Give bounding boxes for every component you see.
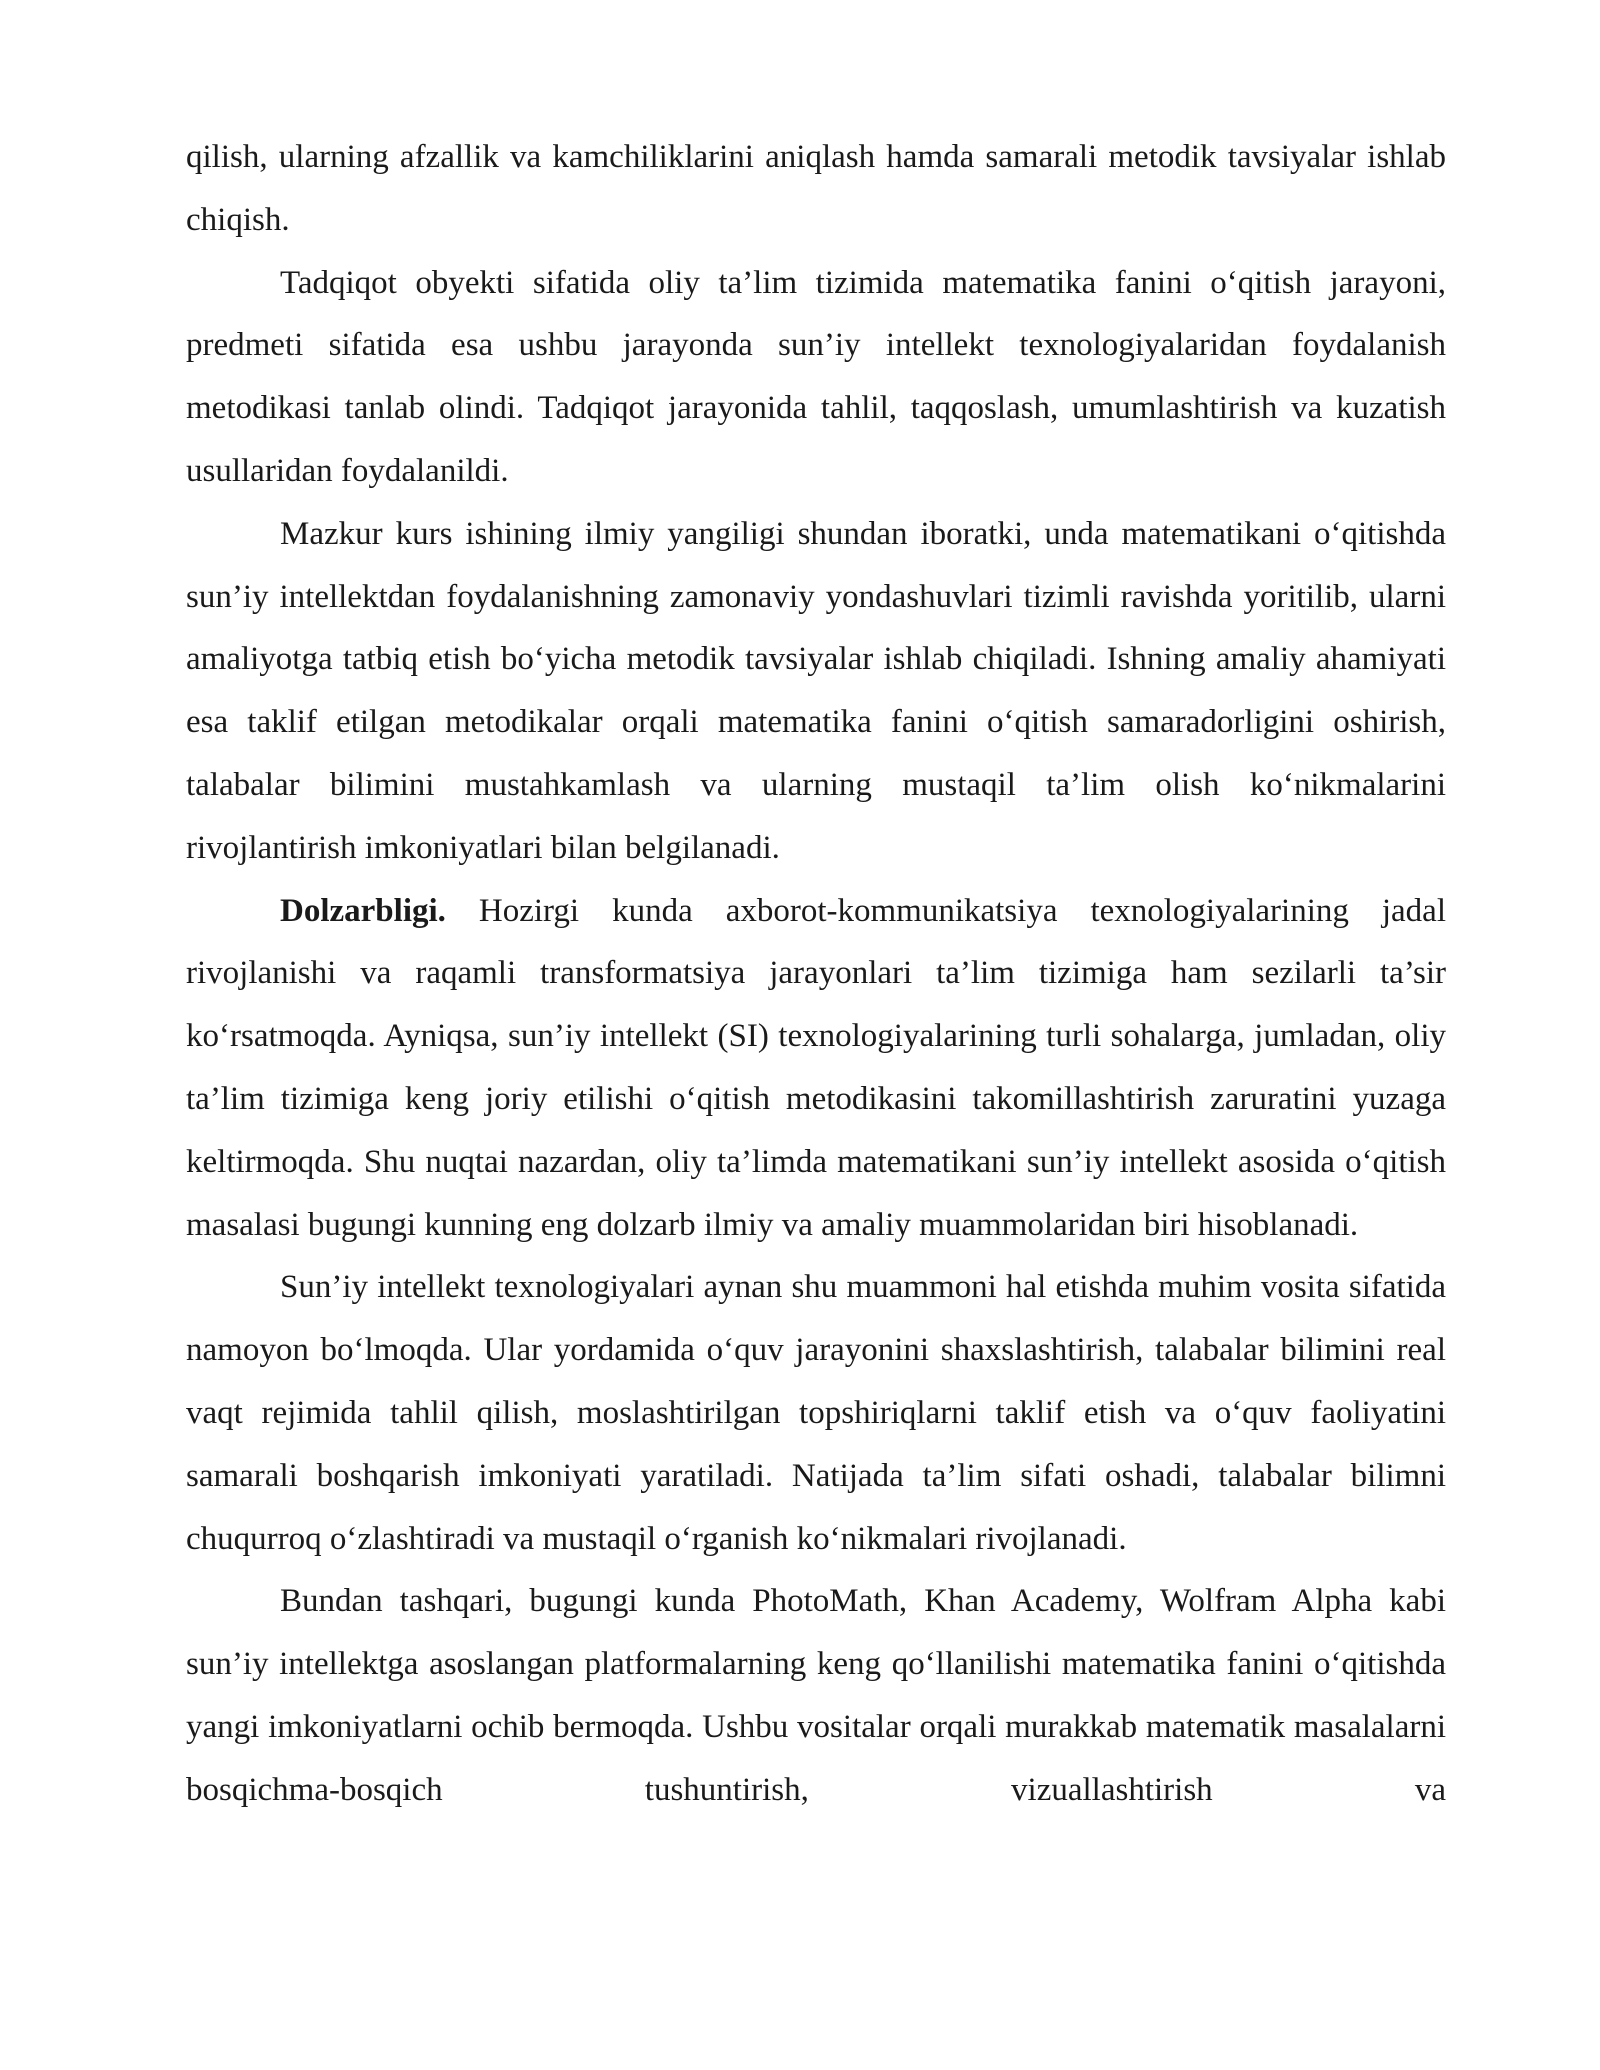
document-page (186, 126, 1446, 1822)
paragraph-1: qilish, ularning afzallik va kamchiliklarini aniqlash hamda samarali metodik tavsiyalar ishlab chiqish. (186, 139, 1446, 238)
paragraph-4-body: Hozirgi kunda axborot-kommunikatsiya texnologiyalarining jadal rivojlanishi va raqamli transformatsiya jarayonlari ta’lim tizimiga ham sezilarli ta’sir ko‘rsatmoqda. Ayniqsa, sun’iy intellekt (SI) texnologiyalarining turli sohalarga, jumladan, oliy ta’lim tizimiga keng joriy etilishi o‘qitish metodikasini takomillashtirish zaruratini yuzaga keltirmoqda. Shu nuqtai nazardan, oliy ta’limda matematikani sun’iy intellekt asosida o‘qitish masalasi bugungi kunning eng dolzarb ilmiy va amaliy muammolaridan biri hisoblanadi. (186, 892, 1446, 1243)
paragraph-2: Tadqiqot obyekti sifatida oliy ta’lim tizimida matematika fanini o‘qitish jarayoni, predmeti sifatida esa ushbu jarayonda sun’iy intellekt texnologiyalaridan foydalanish metodikasi tanlab olindi. Tadqiqot jarayonida tahlil, taqqoslash, umumlashtirish va kuzatish usullaridan foydalanildi. (186, 264, 1446, 489)
section-heading-dolzarbligi: Dolzarbligi. (280, 892, 446, 929)
paragraph-4 (186, 880, 1446, 1257)
paragraph-5: Sun’iy intellekt texnologiyalari aynan shu muammoni hal etishda muhim vosita sifatida namoyon bo‘lmoqda. Ular yordamida o‘quv jarayonini shaxslashtirish, talabalar bilimini real vaqt rejimida tahlil qilish, moslashtirilgan topshiriqlarni taklif etish va o‘quv faoliyatini samarali boshqarish imkoniyati yaratiladi. Natijada ta’lim sifati oshadi, talabalar bilimni chuqurroq o‘zlashtiradi va mustaqil o‘rganish ko‘nikmalari rivojlanadi. (186, 1269, 1446, 1557)
paragraph-6: Bundan tashqari, bugungi kunda PhotoMath, Khan Academy, Wolfram Alpha kabi sun’iy intellektga asoslangan platformalarning keng qo‘llanilishi matematika fanini o‘qitishda yangi imkoniyatlarni ochib bermoqda. Ushbu vositalar orqali murakkab matematik masalalarni bosqichma-bosqich tushuntirish, vizuallashtirish va (186, 1583, 1446, 1808)
paragraph-3: Mazkur kurs ishining ilmiy yangiligi shundan iboratki, unda matematikani o‘qitishda sun’iy intellektdan foydalanishning zamonaviy yondashuvlari tizimli ravishda yoritilib, ularni amaliyotga tatbiq etish bo‘yicha metodik tavsiyalar ishlab chiqiladi. Ishning amaliy ahamiyati esa taklif etilgan metodikalar orqali matematika fanini o‘qitish samaradorligini oshirish, talabalar bilimini mustahkamlash va ularning mustaqil ta’lim olish ko‘nikmalarini rivojlantirish imkoniyatlari bilan belgilanadi. (186, 515, 1446, 866)
